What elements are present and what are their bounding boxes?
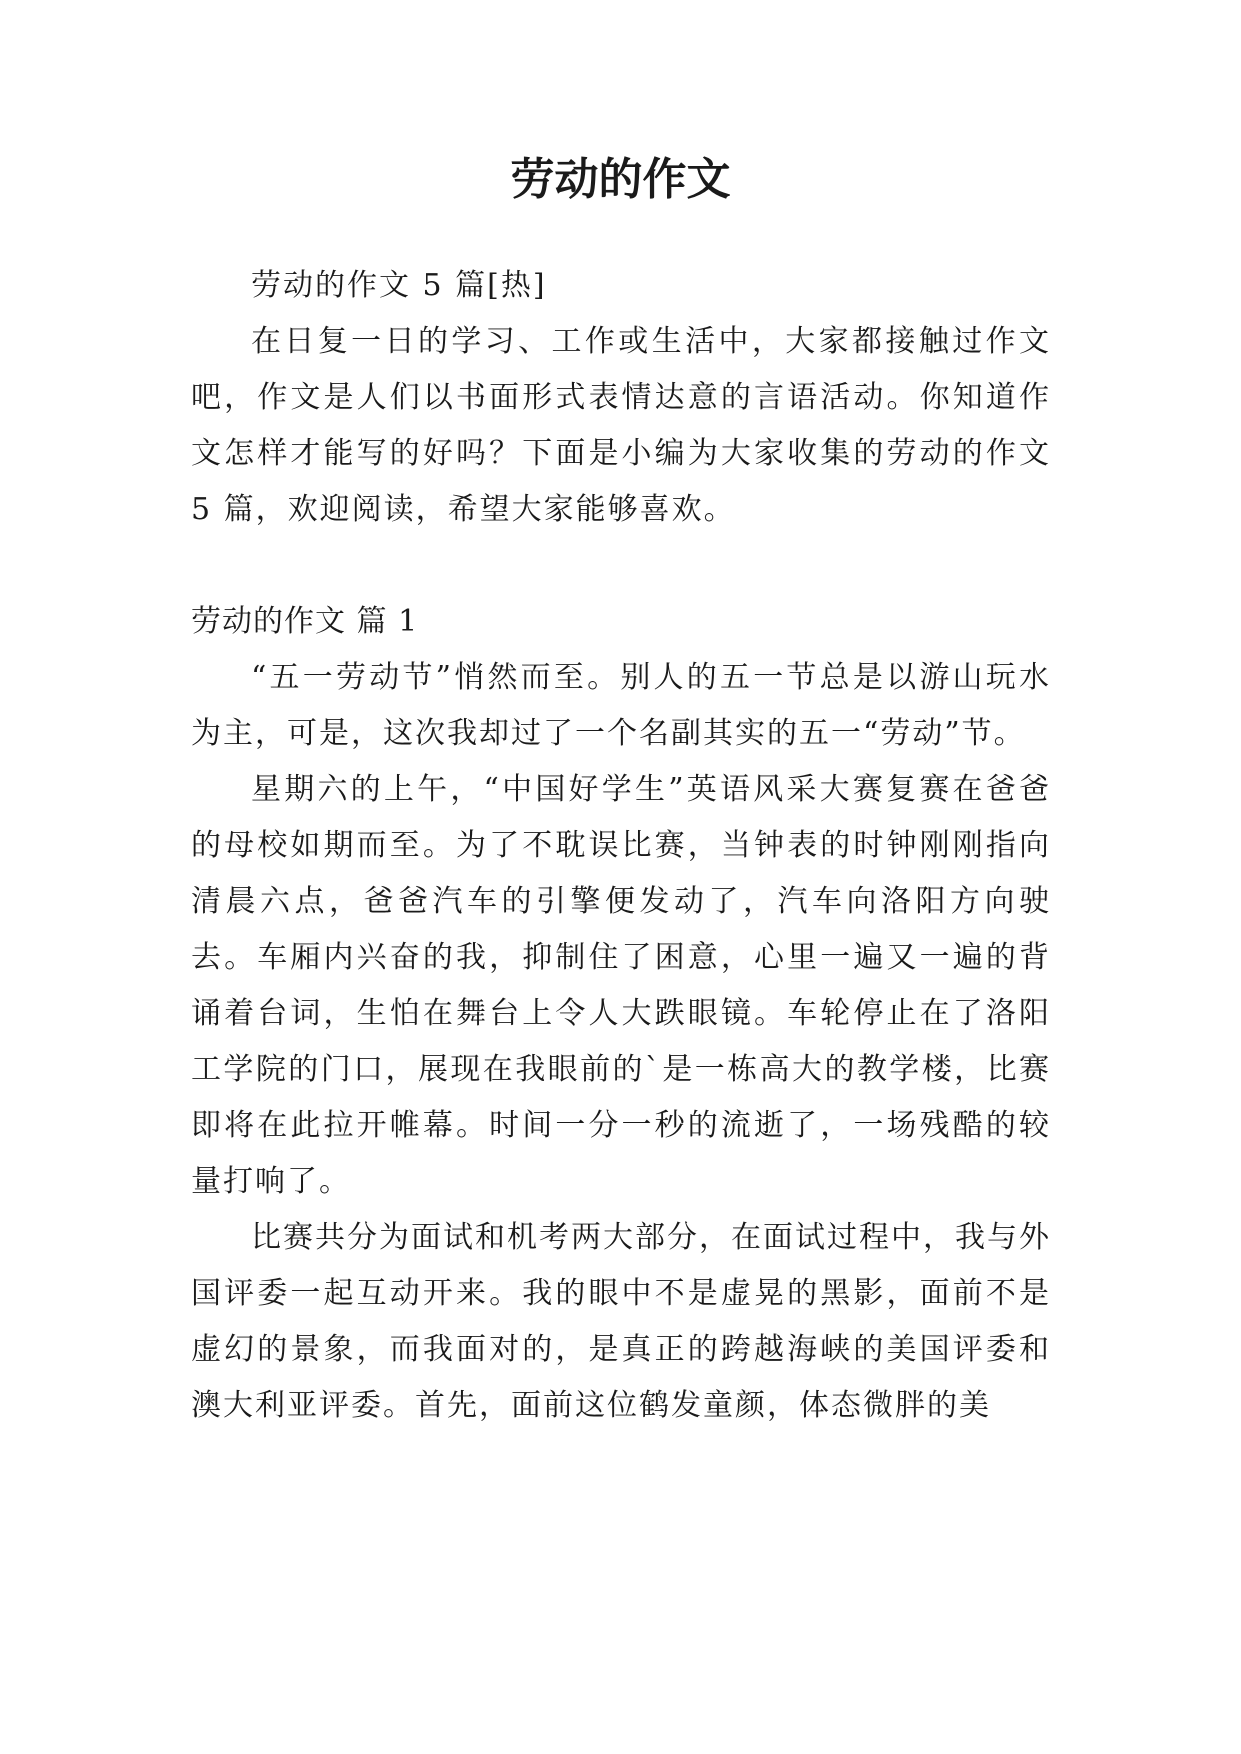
section-heading: 劳动的作文 篇 1: [191, 604, 419, 639]
body-paragraph: 比赛共分为面试和机考两大部分，在面试过程中，我与外国评委一起互动开来。我的眼中不是虚晃的黑影，面前不是虚幻的景象，而我面对的，是真正的跨越海峡的美国评委和澳大利亚评委。首先，面前这位鹤发童颜，体态微胖的美: [191, 1220, 1051, 1423]
body-paragraph: “五一劳动节”悄然而至。别人的五一节总是以游山玩水为主，可是，这次我却过了一个名副其实的五一“劳动”节。: [191, 660, 1051, 751]
body-paragraph: 星期六的上午，“中国好学生”英语风采大赛复赛在爸爸的母校如期而至。为了不耽误比赛，当钟表的时钟刚刚指向清晨六点，爸爸汽车的引擎便发动了，汽车向洛阳方向驶去。车厢内兴奋的我，抑制住了困意，心里一遍又一遍的背诵着台词，生怕在舞台上令人大跌眼镜。车轮停止在了洛阳工学院的门口，展现在我眼前的`是一栋高大的教学楼，比赛即将在此拉开帷幕。时间一分一秒的流逝了，一场残酷的较量打响了。: [191, 772, 1051, 1199]
intro-paragraph: 在日复一日的学习、工作或生活中，大家都接触过作文吧，作文是人们以书面形式表情达意的言语活动。你知道作文怎样才能写的好吗？下面是小编为大家收集的劳动的作文 5 篇，欢迎阅读，希望大家能够喜欢。: [191, 324, 1051, 527]
document-body: [191, 258, 1051, 1434]
document-title: 劳动的作文: [510, 154, 731, 205]
document-subtitle: 劳动的作文 5 篇[热]: [251, 268, 547, 303]
